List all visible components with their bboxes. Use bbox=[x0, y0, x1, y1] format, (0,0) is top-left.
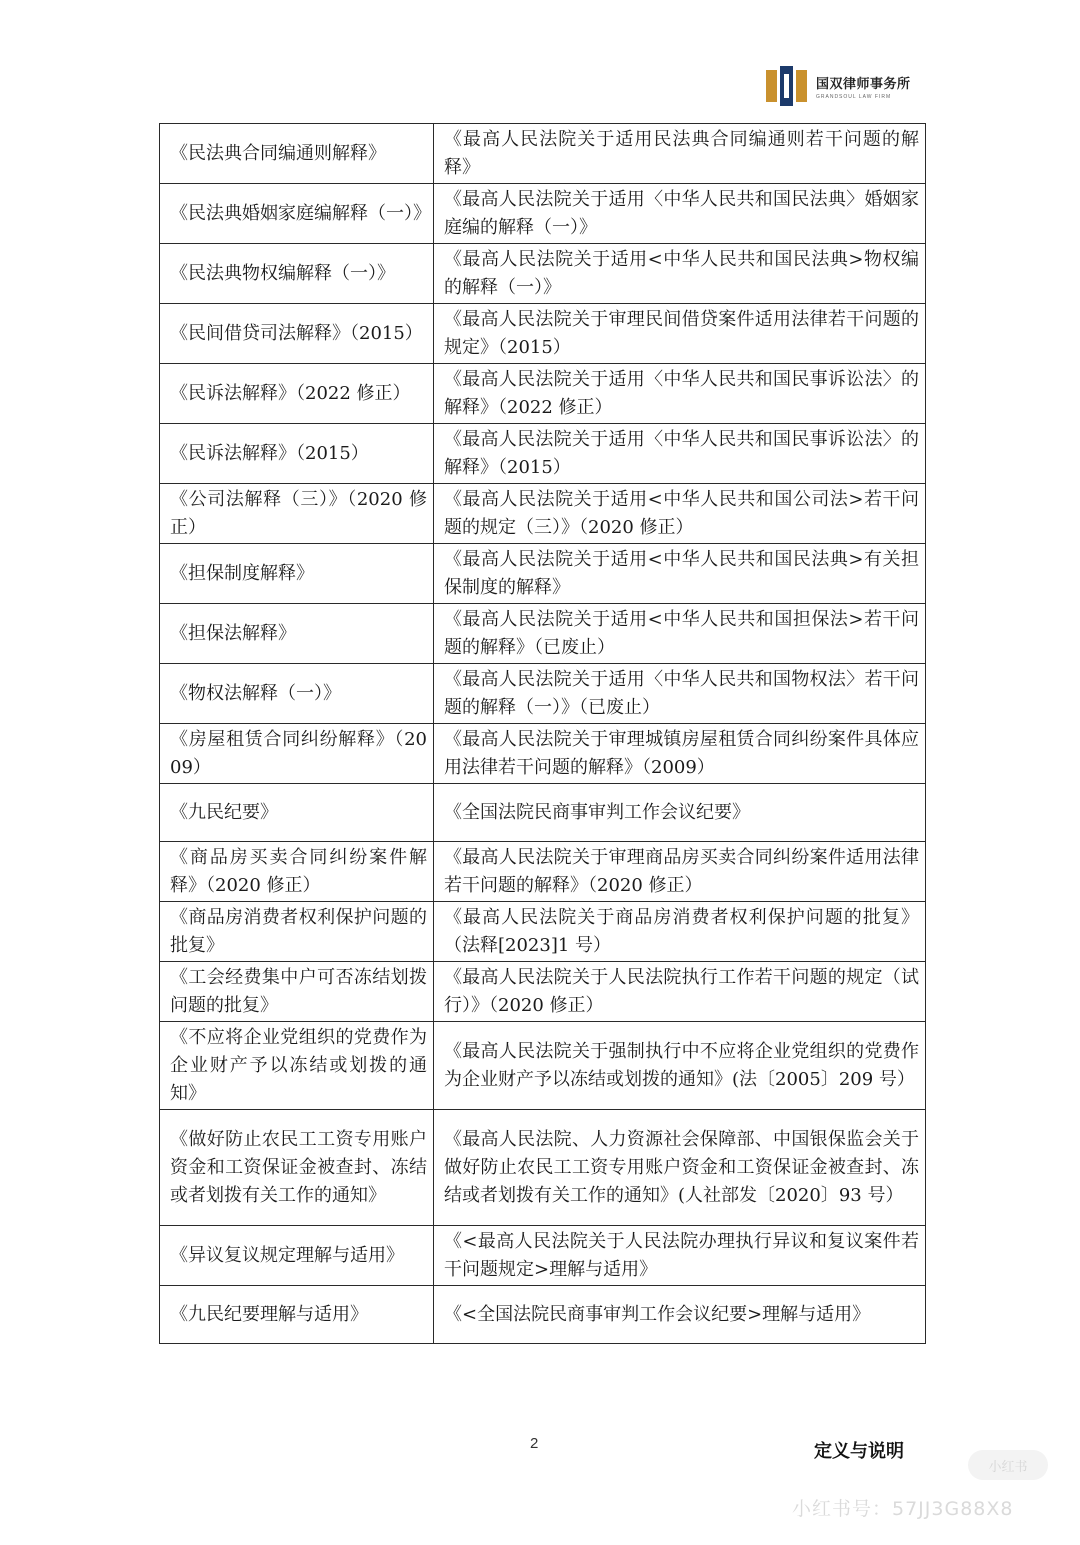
full-name-cell: 《<全国法院民商事审判工作会议纪要>理解与适用》 bbox=[434, 1286, 926, 1344]
abbreviation-table bbox=[159, 123, 926, 1344]
full-name-cell: 《最高人民法院、人力资源社会保障部、中国银保监会关于做好防止农民工工资专用账户资金和工资保证金被查封、冻结或者划拨有关工作的通知》(人社部发〔2020〕93 号） bbox=[434, 1110, 926, 1226]
full-name-cell: 《最高人民法院关于适用〈中华人民共和国民法典〉婚姻家庭编的解释（一）》 bbox=[434, 184, 926, 244]
section-label: 定义与说明 bbox=[814, 1441, 904, 1462]
short-name-cell: 《异议复议规定理解与适用》 bbox=[160, 1226, 434, 1286]
table-row bbox=[160, 364, 926, 424]
full-name-cell: 《最高人民法院关于适用〈中华人民共和国民事诉讼法〉的解释》（2022 修正） bbox=[434, 364, 926, 424]
short-name-cell: 《做好防止农民工工资专用账户资金和工资保证金被查封、冻结或者划拨有关工作的通知》 bbox=[160, 1110, 434, 1226]
watermark-badge: 小红书 bbox=[968, 1450, 1048, 1480]
table-row bbox=[160, 1286, 926, 1344]
full-name-cell: 《最高人民法院关于适用<中华人民共和国担保法>若干问题的解释》（已废止） bbox=[434, 604, 926, 664]
page-number: 2 bbox=[530, 1435, 539, 1452]
full-name-cell: 《最高人民法院关于适用民法典合同编通则若干问题的解释》 bbox=[434, 124, 926, 184]
full-name-cell: 《<最高人民法院关于人民法院办理执行异议和复议案件若干问题规定>理解与适用》 bbox=[434, 1226, 926, 1286]
table-row bbox=[160, 184, 926, 244]
firm-logo-icon bbox=[766, 66, 810, 106]
short-name-cell: 《商品房消费者权利保护问题的批复》 bbox=[160, 902, 434, 962]
short-name-cell: 《房屋租赁合同纠纷解释》（2009） bbox=[160, 724, 434, 784]
firm-name: 国双律师事务所 bbox=[816, 76, 911, 92]
short-name-cell: 《民法典物权编解释（一）》 bbox=[160, 244, 434, 304]
full-name-cell: 《最高人民法院关于商品房消费者权利保护问题的批复》（法释[2023]1 号） bbox=[434, 902, 926, 962]
table-row bbox=[160, 124, 926, 184]
short-name-cell: 《民法典婚姻家庭编解释（一）》 bbox=[160, 184, 434, 244]
table-row bbox=[160, 664, 926, 724]
table-row bbox=[160, 304, 926, 364]
short-name-cell: 《民诉法解释》（2015） bbox=[160, 424, 434, 484]
table-row bbox=[160, 962, 926, 1022]
table-row bbox=[160, 544, 926, 604]
table-row bbox=[160, 784, 926, 842]
table-row bbox=[160, 724, 926, 784]
full-name-cell: 《全国法院民商事审判工作会议纪要》 bbox=[434, 784, 926, 842]
short-name-cell: 《担保制度解释》 bbox=[160, 544, 434, 604]
full-name-cell: 《最高人民法院关于审理城镇房屋租赁合同纠纷案件具体应用法律若干问题的解释》（2009） bbox=[434, 724, 926, 784]
full-name-cell: 《最高人民法院关于适用<中华人民共和国民法典>物权编的解释（一）》 bbox=[434, 244, 926, 304]
short-name-cell: 《担保法解释》 bbox=[160, 604, 434, 664]
short-name-cell: 《民间借贷司法解释》（2015） bbox=[160, 304, 434, 364]
full-name-cell: 《最高人民法院关于人民法院执行工作若干问题的规定（试行）》（2020 修正） bbox=[434, 962, 926, 1022]
table-row bbox=[160, 244, 926, 304]
short-name-cell: 《民诉法解释》（2022 修正） bbox=[160, 364, 434, 424]
table-row bbox=[160, 604, 926, 664]
short-name-cell: 《九民纪要理解与适用》 bbox=[160, 1286, 434, 1344]
short-name-cell: 《九民纪要》 bbox=[160, 784, 434, 842]
table-row bbox=[160, 1110, 926, 1226]
full-name-cell: 《最高人民法院关于审理商品房买卖合同纠纷案件适用法律若干问题的解释》（2020 修正） bbox=[434, 842, 926, 902]
short-name-cell: 《工会经费集中户可否冻结划拨问题的批复》 bbox=[160, 962, 434, 1022]
firm-logo bbox=[766, 66, 916, 106]
table-row bbox=[160, 842, 926, 902]
short-name-cell: 《民法典合同编通则解释》 bbox=[160, 124, 434, 184]
full-name-cell: 《最高人民法院关于适用<中华人民共和国民法典>有关担保制度的解释》 bbox=[434, 544, 926, 604]
full-name-cell: 《最高人民法院关于审理民间借贷案件适用法律若干问题的规定》（2015） bbox=[434, 304, 926, 364]
full-name-cell: 《最高人民法院关于强制执行中不应将企业党组织的党费作为企业财产予以冻结或划拨的通知》(法〔2005〕209 号） bbox=[434, 1022, 926, 1110]
table-row bbox=[160, 424, 926, 484]
table-row bbox=[160, 484, 926, 544]
table-row bbox=[160, 1226, 926, 1286]
short-name-cell: 《物权法解释（一）》 bbox=[160, 664, 434, 724]
full-name-cell: 《最高人民法院关于适用〈中华人民共和国物权法〉若干问题的解释（一）》（已废止） bbox=[434, 664, 926, 724]
firm-name-en: GRANDSOUL LAW FIRM bbox=[816, 93, 892, 100]
table-row bbox=[160, 1022, 926, 1110]
full-name-cell: 《最高人民法院关于适用<中华人民共和国公司法>若干问题的规定（三）》（2020 修正） bbox=[434, 484, 926, 544]
short-name-cell: 《公司法解释（三）》（2020 修正） bbox=[160, 484, 434, 544]
short-name-cell: 《不应将企业党组织的党费作为企业财产予以冻结或划拨的通知》 bbox=[160, 1022, 434, 1110]
table-row bbox=[160, 902, 926, 962]
full-name-cell: 《最高人民法院关于适用〈中华人民共和国民事诉讼法〉的解释》（2015） bbox=[434, 424, 926, 484]
short-name-cell: 《商品房买卖合同纠纷案件解释》（2020 修正） bbox=[160, 842, 434, 902]
watermark-id: 小红书号：57JJ3G88X8 bbox=[792, 1498, 1014, 1520]
